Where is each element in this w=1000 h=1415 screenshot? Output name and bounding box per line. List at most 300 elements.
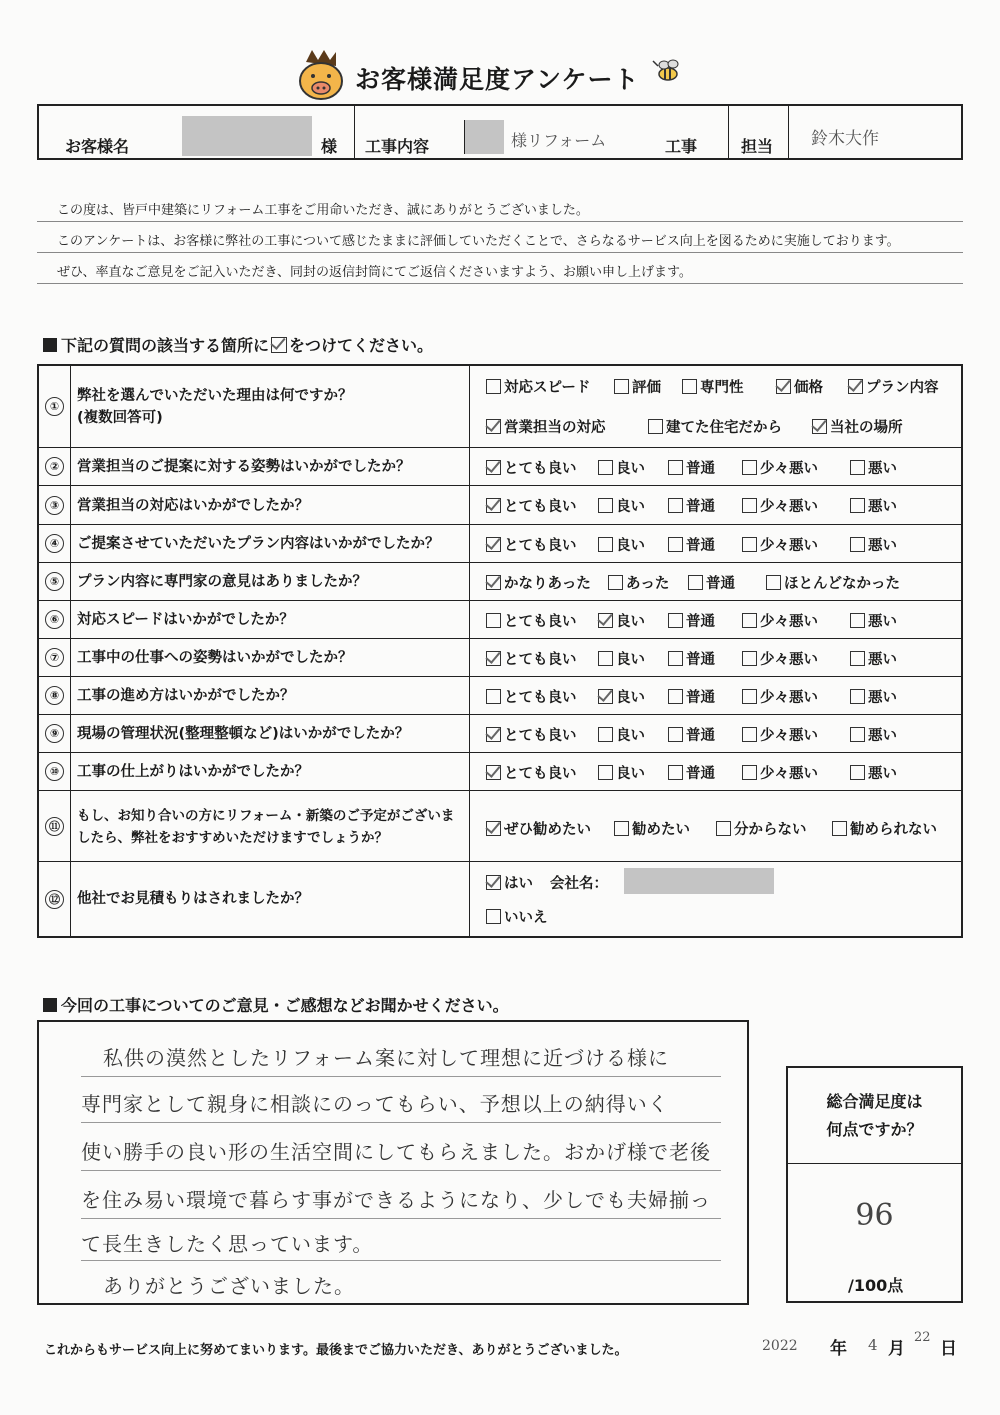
answer-option[interactable] (740, 762, 818, 783)
checkbox-icon[interactable] (850, 613, 865, 628)
comment-line: 私供の漠然としたリフォーム案に対して理想に近づける様に (103, 1046, 669, 1070)
answer-option-label: とても良い (504, 766, 577, 782)
checkbox-icon[interactable] (598, 651, 613, 666)
question-number-label: ④ (45, 534, 64, 553)
answer-option[interactable] (596, 610, 645, 631)
checked-checkbox-icon[interactable] (486, 537, 501, 552)
question-row (39, 639, 961, 677)
answer-option-label: 普通 (686, 461, 715, 477)
answer-option[interactable] (740, 686, 818, 707)
question-row (39, 753, 961, 791)
question-row (39, 563, 961, 601)
checkbox-icon[interactable] (832, 821, 847, 836)
score-question: 総合満足度は 何点ですか？ (788, 1068, 961, 1164)
intro-line-3: ぜひ、率直なご意見をご記入いただき、同封の返信封筒にてご返信くださいますよう、お願い申し上げます。 (57, 265, 692, 280)
checkbox-icon[interactable] (598, 460, 613, 475)
question-options (469, 448, 961, 485)
answer-option-label: 少々悪い (760, 461, 818, 477)
question-row (39, 601, 961, 639)
question-number (39, 486, 71, 524)
checkbox-icon[interactable] (668, 689, 683, 704)
answer-option[interactable] (848, 762, 897, 783)
checked-checkbox-icon[interactable] (486, 419, 501, 434)
answer-option[interactable] (666, 495, 715, 516)
answer-option-label: 良い (616, 538, 645, 554)
answer-option-label: 当社の場所 (830, 420, 903, 436)
comment-line: を住み易い環境で暮らす事ができるようになり、少しでも夫婦揃っ (81, 1188, 711, 1212)
date-day-label: 日 (940, 1339, 957, 1359)
question-number-label: ⑫ (45, 890, 64, 909)
answer-option-label: 良い (616, 499, 645, 515)
question-number (39, 563, 71, 600)
customer-name-label: お客様名 (65, 137, 130, 156)
checkbox-icon[interactable] (716, 821, 731, 836)
answer-option-label: 悪い (868, 538, 897, 554)
answer-option-label: ぜひ勧めたい (504, 822, 591, 838)
work-content-cell (355, 106, 729, 158)
answer-option[interactable] (596, 495, 645, 516)
answer-option-label: 良い (616, 461, 645, 477)
checkbox-icon[interactable] (850, 537, 865, 552)
answer-option-label: 悪い (868, 690, 897, 706)
answer-option[interactable] (740, 457, 818, 478)
question-text (77, 647, 353, 669)
question-text-line: 他社でお見積もりはされましたか？ (77, 891, 309, 907)
intro-rule-3 (37, 283, 963, 284)
question-text (77, 723, 409, 745)
answer-option[interactable] (612, 818, 690, 839)
comment-rule (81, 1122, 721, 1123)
checkbox-icon[interactable] (766, 575, 781, 590)
checked-checkbox-icon[interactable] (486, 727, 501, 742)
answer-option-label: 良い (616, 728, 645, 744)
redacted-customer-name (182, 116, 312, 156)
answer-option[interactable] (740, 610, 818, 631)
checkbox-icon[interactable] (850, 460, 865, 475)
answer-option[interactable] (596, 686, 645, 707)
checkbox-icon[interactable] (668, 765, 683, 780)
staff-label-cell (729, 106, 789, 158)
checkbox-icon[interactable] (648, 419, 663, 434)
staff-label: 担当 (741, 137, 774, 156)
checkbox-icon[interactable] (668, 537, 683, 552)
question-options (469, 525, 961, 562)
answer-option-label: 建てた住宅だから (666, 420, 782, 436)
answer-option[interactable] (848, 457, 897, 478)
answer-option[interactable] (612, 376, 661, 397)
question-text-line: 営業担当の対応はいかがでしたか？ (77, 497, 309, 514)
question-number-label: ⑩ (45, 762, 64, 781)
answer-option[interactable] (848, 648, 897, 669)
answer-option[interactable] (848, 724, 897, 745)
answer-option-label: 悪い (868, 652, 897, 668)
question-options (469, 715, 961, 752)
section-bullet-icon (43, 998, 57, 1012)
comment-line: て長生きしたく思っています。 (81, 1232, 374, 1256)
date-month: 4 (868, 1336, 878, 1354)
answer-option-label: はい (504, 876, 533, 892)
answer-option-label: 普通 (686, 766, 715, 782)
intro-line-1: この度は、皆戸中建築にリフォーム工事をご用命いただき、誠にありがとうございました。 (57, 203, 589, 218)
question-text (77, 533, 440, 555)
answer-option-label: 勧めたい (632, 822, 690, 838)
redacted-company-name (624, 868, 774, 894)
comment-rule (81, 1218, 721, 1219)
answer-option-label: 悪い (868, 461, 897, 477)
answer-option-label: とても良い (504, 728, 577, 744)
answer-option-label: かなりあった (504, 576, 591, 592)
comment-line: ありがとうございました。 (103, 1274, 355, 1298)
question-number (39, 862, 71, 936)
question-text-line: 弊社を選んでいただいた理由は何ですか？ (77, 388, 353, 404)
answer-option-label: 良い (616, 766, 645, 782)
date-year: 2022 (762, 1338, 798, 1354)
checkbox-icon[interactable] (598, 537, 613, 552)
checked-checkbox-icon[interactable] (486, 765, 501, 780)
question-row (39, 366, 961, 448)
answer-option[interactable] (484, 906, 548, 927)
answer-option[interactable] (740, 724, 818, 745)
customer-name-cell (39, 106, 355, 158)
question-number-label: ⑥ (45, 610, 64, 629)
question-number (39, 791, 71, 861)
answer-option[interactable] (848, 610, 897, 631)
question-options (469, 639, 961, 676)
answer-option[interactable] (596, 724, 645, 745)
question-text-line: したら、弊社をおすすめいただけますでしょうか？ (77, 829, 389, 846)
answer-option[interactable] (666, 724, 715, 745)
answer-option-label: 良い (616, 690, 645, 706)
question-row (39, 525, 961, 563)
checkbox-icon[interactable] (668, 460, 683, 475)
answer-option[interactable] (774, 376, 823, 397)
answer-option[interactable] (810, 416, 903, 437)
checked-checkbox-icon[interactable] (598, 689, 613, 704)
checkbox-icon[interactable] (608, 575, 623, 590)
checkbox-icon[interactable] (742, 613, 757, 628)
checkbox-icon[interactable] (598, 727, 613, 742)
question-row (39, 791, 961, 862)
answer-option-label: 良い (616, 614, 645, 630)
question-text-line: (複数回答可) (77, 410, 163, 426)
question-number-label: ⑪ (45, 817, 64, 836)
checkbox-icon[interactable] (668, 498, 683, 513)
comment-box[interactable] (37, 1020, 749, 1305)
question-options (469, 862, 961, 936)
answer-option-label: 対応スピード (504, 380, 591, 396)
intro-line-2: このアンケートは、お客様に弊社の工事について感じたままに評価していただくことで、さらなるサービス向上を図るために実施しております。 (57, 234, 900, 249)
checked-checkbox-icon[interactable] (848, 379, 863, 394)
checked-checkbox-icon[interactable] (776, 379, 791, 394)
answer-option-label: 専門性 (700, 380, 744, 396)
question-text (77, 761, 309, 783)
section-1-title: 下記の質問の該当する箇所に をつけてください。 (43, 333, 433, 356)
answer-option-label: 良い (616, 652, 645, 668)
answer-option[interactable] (596, 457, 645, 478)
question-text-line: 営業担当のご提案に対する姿勢はいかがでしたか？ (77, 459, 411, 475)
comment-rule (81, 1170, 721, 1171)
date-month-label: 月 (888, 1339, 905, 1359)
checkbox-icon[interactable] (614, 821, 629, 836)
question-options (469, 563, 961, 600)
checkbox-icon[interactable] (742, 727, 757, 742)
answer-option-label: 少々悪い (760, 538, 818, 554)
answer-option-label: とても良い (504, 690, 577, 706)
answer-option-label: 少々悪い (760, 499, 818, 515)
question-options (469, 486, 961, 524)
page-title: お客様満足度アンケート (355, 65, 640, 94)
answer-option[interactable] (484, 457, 577, 478)
date-year-label: 年 (830, 1339, 847, 1359)
answer-option[interactable] (680, 376, 744, 397)
answer-option-label: とても良い (504, 652, 577, 668)
answer-option-label: 普通 (686, 690, 715, 706)
answer-option-label: 少々悪い (760, 766, 818, 782)
checkbox-icon[interactable] (614, 379, 629, 394)
checkbox-icon[interactable] (668, 613, 683, 628)
score-value[interactable]: 96 (855, 1198, 894, 1233)
checkbox-icon[interactable] (850, 727, 865, 742)
answer-option[interactable] (484, 762, 577, 783)
question-row (39, 486, 961, 525)
answer-option-label: とても良い (504, 614, 577, 630)
answer-option[interactable] (484, 872, 533, 893)
date-day: 22 (914, 1330, 931, 1345)
answer-option[interactable] (484, 648, 577, 669)
question-text (77, 888, 309, 910)
question-number (39, 753, 71, 790)
checkbox-icon[interactable] (668, 651, 683, 666)
answer-option-label: 少々悪い (760, 690, 818, 706)
answer-option[interactable] (596, 762, 645, 783)
checkbox-icon[interactable] (742, 689, 757, 704)
checkbox-icon[interactable] (742, 651, 757, 666)
answer-option[interactable] (484, 495, 577, 516)
answer-option[interactable] (830, 818, 937, 839)
answer-option-label: あった (626, 576, 670, 592)
answer-option[interactable] (740, 495, 818, 516)
score-unit: /100点 (848, 1276, 904, 1295)
question-number (39, 448, 71, 485)
answer-option-label: 営業担当の対応 (504, 420, 606, 436)
staff-value: 鈴木大作 (811, 129, 879, 149)
question-number (39, 677, 71, 714)
checkbox-icon[interactable] (850, 498, 865, 513)
checked-checkbox-icon[interactable] (486, 498, 501, 513)
question-number-label: ① (45, 397, 64, 416)
answer-option-label: 普通 (686, 499, 715, 515)
section-2-title: 今回の工事についてのご意見・ご感想などお聞かせください。 (43, 993, 509, 1016)
section-bullet-icon (43, 338, 57, 352)
question-row (39, 448, 961, 486)
answer-option-label: 普通 (686, 652, 715, 668)
checkbox-icon[interactable] (742, 765, 757, 780)
question-text-line: 工事の仕上がりはいかがでしたか？ (77, 764, 309, 780)
header-table (37, 104, 963, 160)
bee-icon (650, 56, 684, 86)
question-number (39, 639, 71, 676)
question-text-line: 工事中の仕事への姿勢はいかがでしたか？ (77, 650, 353, 666)
question-number-label: ③ (45, 496, 64, 515)
checked-checkbox-icon[interactable] (812, 419, 827, 434)
question-text (77, 685, 295, 707)
checkbox-icon[interactable] (850, 651, 865, 666)
answer-option[interactable] (484, 686, 577, 707)
customer-suffix: 様 (321, 137, 338, 156)
answer-option[interactable] (606, 572, 669, 593)
answer-option[interactable] (666, 648, 715, 669)
answer-option[interactable] (484, 724, 577, 745)
checkbox-icon[interactable] (486, 909, 501, 924)
answer-option[interactable] (484, 534, 577, 555)
staff-value-cell (789, 106, 961, 158)
question-text (77, 495, 309, 517)
redacted-work-name (464, 120, 504, 154)
question-text-line: プラン内容に専門家の意見はありましたか？ (77, 574, 367, 590)
question-number (39, 715, 71, 752)
answer-option[interactable] (646, 416, 782, 437)
answer-option-label: 少々悪い (760, 614, 818, 630)
question-number (39, 601, 71, 638)
answer-option[interactable] (666, 534, 715, 555)
question-text-line: 現場の管理状況(整理整頓など)はいかがでしたか？ (77, 726, 410, 742)
question-number-label: ⑤ (45, 572, 64, 591)
answer-option[interactable] (686, 572, 735, 593)
question-text (77, 805, 454, 849)
answer-option[interactable] (484, 416, 606, 437)
checked-checkbox-icon[interactable] (486, 821, 501, 836)
question-number-label: ⑨ (45, 724, 64, 743)
checkbox-icon[interactable] (598, 765, 613, 780)
answer-option[interactable] (484, 610, 577, 631)
checked-checkbox-icon[interactable] (486, 875, 501, 890)
intro-rule-2 (37, 252, 963, 253)
question-row (39, 715, 961, 753)
question-text (77, 385, 353, 429)
comment-rule (81, 1260, 721, 1261)
answer-option[interactable] (846, 376, 939, 397)
question-text-line: 対応スピードはいかがでしたか？ (77, 612, 294, 628)
answer-option-label: 価格 (794, 380, 823, 396)
answer-option-label: とても良い (504, 461, 577, 477)
answer-option[interactable] (740, 648, 818, 669)
question-row (39, 677, 961, 715)
question-options (469, 677, 961, 714)
checked-checkbox-icon[interactable] (486, 575, 501, 590)
answer-option-label: 普通 (706, 576, 735, 592)
work-content-label: 工事内容 (365, 137, 430, 156)
answer-option-label: 普通 (686, 538, 715, 554)
checkbox-icon[interactable] (682, 379, 697, 394)
answer-option[interactable] (666, 610, 715, 631)
checkbox-icon[interactable] (742, 537, 757, 552)
title-area (0, 48, 1000, 104)
company-name-label: 会社名： (550, 876, 608, 892)
question-number (39, 366, 71, 447)
answer-option-label: プラン内容 (866, 380, 939, 396)
checkbox-icon[interactable] (850, 765, 865, 780)
checked-checkbox-icon[interactable] (486, 460, 501, 475)
answer-option-label: いいえ (504, 910, 548, 926)
answer-option-label: 普通 (686, 614, 715, 630)
question-row (39, 862, 961, 936)
checkbox-icon[interactable] (486, 689, 501, 704)
answer-option-label: とても良い (504, 538, 577, 554)
boar-mascot-icon (296, 48, 346, 102)
question-options (469, 366, 961, 447)
answer-option[interactable] (484, 818, 591, 839)
question-options (469, 753, 961, 790)
footer-text: これからもサービス向上に努めてまいります。最後までご協力いただき、ありがとうございました。 (44, 1343, 628, 1358)
checked-checkbox-icon[interactable] (598, 613, 613, 628)
answer-option-label: とても良い (504, 499, 577, 515)
answer-option[interactable] (714, 818, 807, 839)
answer-option[interactable] (848, 686, 897, 707)
answer-option-label: 悪い (868, 728, 897, 744)
questions-table (37, 364, 963, 938)
answer-option[interactable] (848, 534, 897, 555)
answer-option-label: 悪い (868, 766, 897, 782)
answer-option-label: 少々悪い (760, 728, 818, 744)
checkbox-icon[interactable] (742, 498, 757, 513)
checkbox-icon[interactable] (668, 727, 683, 742)
answer-option-label: ほとんどなかった (784, 576, 900, 592)
comment-line: 使い勝手の良い形の生活空間にしてもらえました。おかげ様で老後 (81, 1140, 711, 1164)
answer-option[interactable] (484, 572, 591, 593)
answer-option[interactable] (848, 495, 897, 516)
question-text (77, 456, 411, 478)
answer-option[interactable] (764, 572, 900, 593)
checkbox-icon[interactable] (598, 498, 613, 513)
answer-option-label: 普通 (686, 728, 715, 744)
question-number-label: ⑧ (45, 686, 64, 705)
answer-option-label: 悪い (868, 614, 897, 630)
question-number (39, 525, 71, 562)
answer-option[interactable] (484, 376, 590, 397)
question-options (469, 601, 961, 638)
answer-option[interactable] (596, 648, 645, 669)
work-suffix: 工事 (665, 137, 698, 156)
intro-rule-1 (37, 221, 963, 222)
checkbox-icon[interactable] (486, 379, 501, 394)
checked-checkbox-icon[interactable] (486, 651, 501, 666)
checkbox-icon[interactable] (742, 460, 757, 475)
answer-option[interactable] (666, 686, 715, 707)
answer-option[interactable] (666, 762, 715, 783)
answer-option-label: 分からない (734, 822, 807, 838)
score-box (786, 1066, 963, 1303)
answer-option-label: 勧められない (850, 822, 937, 838)
answer-option[interactable] (666, 457, 715, 478)
checkbox-icon[interactable] (688, 575, 703, 590)
comment-line: 専門家として親身に相談にのってもらい、予想以上の納得いく (81, 1092, 669, 1116)
answer-option-label: 悪い (868, 499, 897, 515)
question-text-line: もし、お知り合いの方にリフォーム・新築のご予定がございま (77, 807, 455, 824)
answer-option[interactable] (740, 534, 818, 555)
checkbox-icon[interactable] (486, 613, 501, 628)
question-text-line: 工事の進め方はいかがでしたか？ (77, 688, 295, 704)
question-options (469, 791, 961, 861)
work-content-value: 様リフォーム (511, 131, 607, 150)
answer-option-label: 少々悪い (760, 652, 818, 668)
question-number-label: ② (45, 457, 64, 476)
question-number-label: ⑦ (45, 648, 64, 667)
answer-option[interactable] (596, 534, 645, 555)
comment-rule (81, 1076, 721, 1077)
checkbox-icon[interactable] (850, 689, 865, 704)
question-text (77, 609, 294, 631)
question-text (77, 571, 367, 593)
